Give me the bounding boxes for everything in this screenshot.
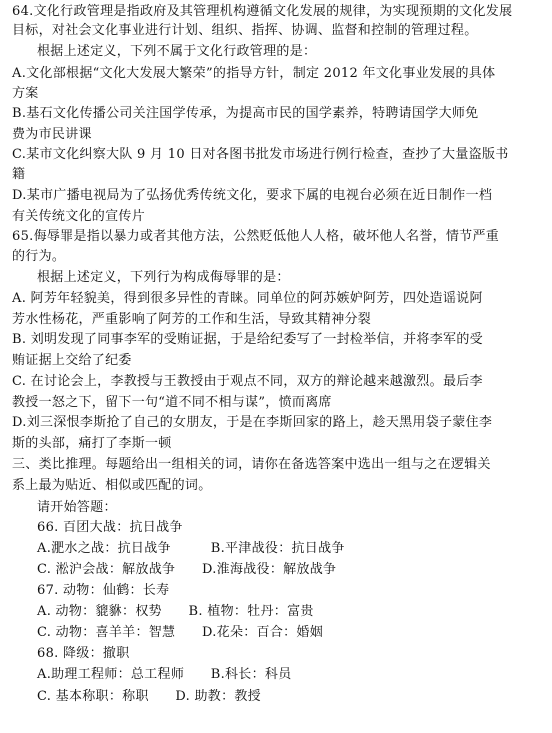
- q64-option-b-line-2: 费为市民讲课: [12, 127, 92, 142]
- q64-option-a-line-1: A.文化部根据“文化大发展大繁荣”的指导方针，制定 2012 年文化事业发展的具体: [12, 66, 496, 81]
- q67-stem: 67. 动物：仙鹤：长寿: [37, 583, 170, 598]
- q65-option-b-line-1: B. 刘明发现了同事李军的受贿证据，于是给纪委写了一封检举信，并将李军的受: [12, 332, 483, 347]
- q65-option-b-line-2: 贿证据上交给了纪委: [12, 353, 132, 368]
- q64-option-d-line-1: D.某市广播电视局为了弘扬优秀传统文化，要求下属的电视台必须在近日制作一档: [12, 188, 493, 203]
- q64-option-c-line-2: 籍: [12, 167, 26, 182]
- q66-options-ab: A.淝水之战：抗日战争 B.平津战役：抗日战争: [37, 541, 345, 556]
- q65-option-c-line-1: C. 在讨论会上，李教授与王教授由于观点不同，双方的辩论越来越激烈。最后李: [12, 374, 483, 389]
- q65-option-c-line-2: 教授一怒之下，留下一句“道不同不相与谋”，愤而离席: [12, 395, 332, 410]
- q65-stem-line-2: 的行为。: [12, 249, 66, 264]
- q68-options-cd: C. 基本称职：称职 D. 助教：教授: [37, 689, 261, 704]
- q65-option-a-line-2: 芳水性杨花，严重影响了阿芳的工作和生活，导致其精神分裂: [12, 312, 372, 327]
- q64-stem-line-2: 目标，对社会文化事业进行计划、组织、指挥、协调、监督和控制的管理过程。: [12, 23, 478, 38]
- q65-stem-line-1: 65.侮辱罪是指以暴力或者其他方法，公然贬低他人人格，破坏他人名誉，情节严重: [12, 229, 500, 244]
- q68-options-ab: A.助理工程师：总工程师 B.科长：科员: [37, 667, 292, 682]
- q64-option-d-line-2: 有关传统文化的宣传片: [12, 209, 146, 224]
- q67-options-ab: A. 动物：貔貅：权势 B. 植物：牡丹：富贵: [37, 604, 314, 619]
- q64-option-b-line-1: B.基石文化传播公司关注国学传承，为提高市民的国学素养，特聘请国学大师免: [12, 106, 479, 121]
- q66-stem: 66. 百团大战：抗日战争: [37, 520, 183, 535]
- q64-option-a-line-2: 方案: [12, 86, 39, 101]
- q65-option-d-line-2: 斯的头部，痛打了李斯一顿: [12, 436, 172, 451]
- section-3-heading-line-2: 系上最为贴近、相似或匹配的词。: [12, 478, 212, 493]
- section-3-heading-line-1: 三、类比推理。每题给出一组相关的词，请你在备选答案中选出一组与之在逻辑关: [12, 457, 491, 472]
- q65-option-a-line-1: A. 阿芳年轻貌美，得到很多异性的青睐。同单位的阿苏嫉妒阿芳，四处造谣说阿: [12, 291, 483, 306]
- q68-stem: 68. 降级：撤职: [37, 646, 130, 661]
- q67-options-cd: C. 动物：喜羊羊：智慧 D.花朵：百合：婚姻: [37, 625, 324, 640]
- q65-prompt: 根据上述定义，下列行为构成侮辱罪的是：: [37, 270, 290, 285]
- q64-prompt: 根据上述定义，下列不属于文化行政管理的是：: [37, 44, 317, 59]
- q66-options-cd: C. 淞沪会战：解放战争 D.淮海战役：解放战争: [37, 562, 337, 577]
- q64-stem-line-1: 64.文化行政管理是指政府及其管理机构遵循文化发展的规律，为实现预期的文化发展: [12, 4, 513, 19]
- start-answering-label: 请开始答题：: [37, 500, 117, 515]
- q65-option-d-line-1: D.刘三深恨李斯抢了自己的女朋友，于是在李斯回家的路上，趁天黑用袋子蒙住李: [12, 415, 493, 430]
- q64-option-c-line-1: C.某市文化纠察大队 9 月 10 日对各图书批发市场进行例行检查，查抄了大量盗版书: [12, 147, 509, 162]
